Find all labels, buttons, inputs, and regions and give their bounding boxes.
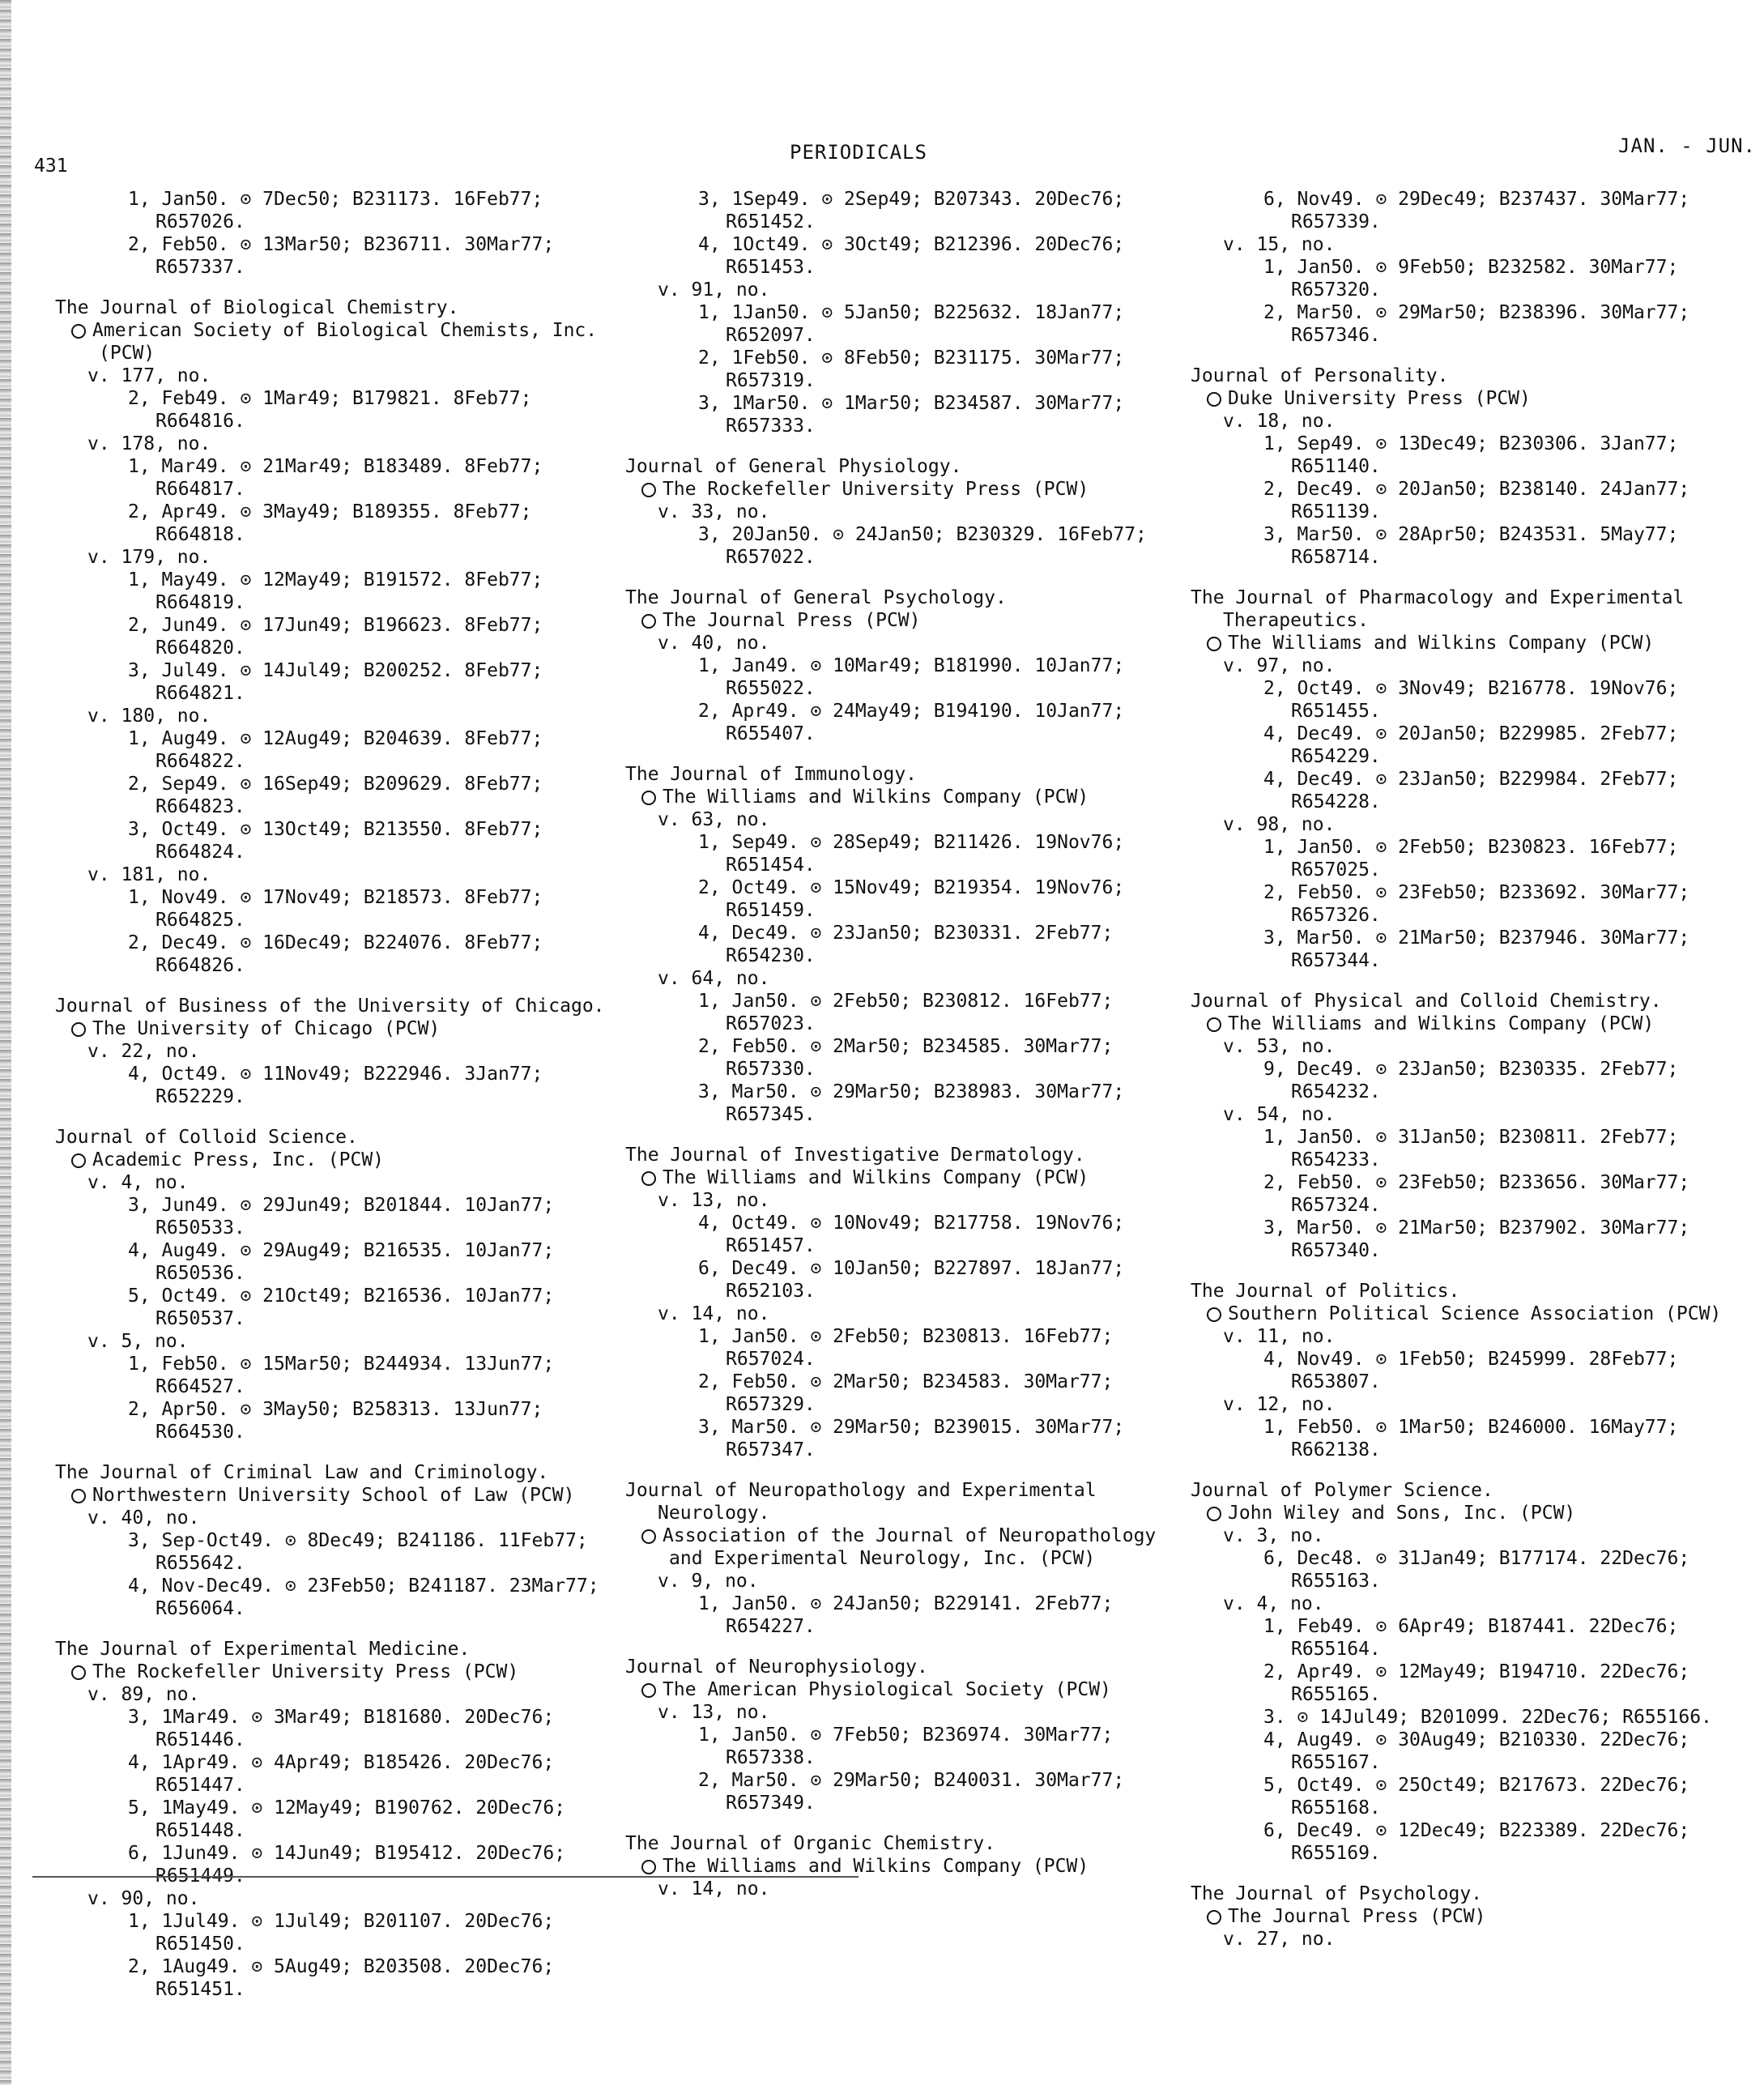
- publisher-name: The Journal Press (PCW): [1228, 1906, 1486, 1927]
- volume-label: v. 40, no.: [658, 633, 770, 654]
- issue-line: 6, Nov49. ⊙ 29Dec49; B237437. 30Mar77; R657339.: [1263, 189, 1690, 232]
- periodical-title: The Journal of Biological Chemistry.: [55, 297, 459, 318]
- publisher-line: [1207, 1013, 1758, 1035]
- issue-line: 2, Dec49. ⊙ 16Dec49; B224076. 8Feb77; R664826.: [128, 932, 543, 976]
- issue-line: 2, Feb50. ⊙ 2Mar50; B234585. 30Mar77; R657330.: [698, 1036, 1114, 1080]
- periodical-title: Journal of Business of the University of Chicago.: [55, 996, 605, 1017]
- publisher-name: Southern Political Science Association (PCW): [1228, 1303, 1722, 1324]
- publisher-line: [1207, 632, 1758, 654]
- periodical-title: The Journal of Investigative Dermatology.: [625, 1145, 1085, 1166]
- copyright-symbol-icon: [71, 1153, 86, 1168]
- copyright-symbol-icon: [1207, 1017, 1221, 1032]
- copyright-symbol-icon: [641, 1860, 656, 1874]
- publisher-name: The Rockefeller University Press (PCW): [92, 1661, 519, 1682]
- publisher-name: The Williams and Wilkins Company (PCW): [663, 1167, 1089, 1188]
- volume-label: v. 179, no.: [87, 547, 211, 568]
- volume-label: v. 178, no.: [87, 433, 211, 454]
- issue-line: 2, Oct49. ⊙ 15Nov49; B219354. 19Nov76; R651459.: [698, 877, 1125, 921]
- issue-line: 1, Feb49. ⊙ 6Apr49; B187441. 22Dec76; R655164.: [1263, 1616, 1679, 1660]
- volume-label: v. 64, no.: [658, 968, 770, 989]
- page-number: 431: [34, 156, 68, 177]
- column-1: [55, 188, 622, 2019]
- volume-label: v. 5, no.: [87, 1331, 189, 1352]
- volume-label: v. 53, no.: [1223, 1036, 1336, 1057]
- issue-line: 4, Aug49. ⊙ 30Aug49; B210330. 22Dec76; R655167.: [1263, 1729, 1690, 1773]
- catalog-entry: [55, 1461, 622, 1620]
- issue-line: 3, Mar50. ⊙ 29Mar50; B238983. 30Mar77; R657345.: [698, 1081, 1125, 1125]
- periodical-title: The Journal of Experimental Medicine.: [55, 1639, 471, 1660]
- issue-line: 6, Dec48. ⊙ 31Jan49; B177174. 22Dec76; R655163.: [1263, 1548, 1690, 1592]
- issue-line: 3, Mar50. ⊙ 21Mar50; B237902. 30Mar77; R657340.: [1263, 1217, 1690, 1261]
- publisher-line: [641, 786, 1192, 808]
- issue-line: 3, Mar50. ⊙ 29Mar50; B239015. 30Mar77; R657347.: [698, 1417, 1125, 1460]
- copyright-symbol-icon: [1207, 1507, 1221, 1521]
- volume-label: v. 89, no.: [87, 1684, 200, 1705]
- publisher-name: The Williams and Wilkins Company (PCW): [663, 1856, 1089, 1877]
- issue-line: 2, Apr49. ⊙ 24May49; B194190. 10Jan77; R655407.: [698, 701, 1125, 744]
- publisher-name: The Journal Press (PCW): [663, 610, 921, 631]
- copyright-symbol-icon: [71, 1665, 86, 1680]
- issue-line: 1, Jan50. ⊙ 2Feb50; B230813. 16Feb77; R657024.: [698, 1326, 1114, 1370]
- issue-line: 4, Aug49. ⊙ 29Aug49; B216535. 10Jan77; R650536.: [128, 1240, 555, 1284]
- copyright-symbol-icon: [641, 1683, 656, 1698]
- page-header: [0, 134, 1764, 177]
- copyright-symbol-icon: [641, 1529, 656, 1544]
- publisher-name: Academic Press, Inc. (PCW): [92, 1149, 385, 1170]
- publisher-line: [71, 1484, 622, 1507]
- periodical-title: The Journal of General Psychology.: [625, 587, 1007, 608]
- copyright-symbol-icon: [1207, 637, 1221, 651]
- publisher-name: The Williams and Wilkins Company (PCW): [663, 787, 1089, 808]
- volume-label: v. 9, no.: [658, 1571, 759, 1592]
- periodical-title: The Journal of Organic Chemistry.: [625, 1833, 995, 1854]
- publisher-line: [71, 1017, 622, 1040]
- volume-label: v. 4, no.: [87, 1172, 189, 1193]
- issue-line: 6, 1Jun49. ⊙ 14Jun49; B195412. 20Dec76; R651449.: [128, 1843, 566, 1887]
- volume-label: v. 181, no.: [87, 864, 211, 885]
- catalog-entry: [1191, 1882, 1758, 1951]
- issue-line: 2, Apr49. ⊙ 3May49; B189355. 8Feb77; R664818.: [128, 501, 532, 545]
- issue-line: 1, 1Jul49. ⊙ 1Jul49; B201107. 20Dec76; R651450.: [128, 1911, 555, 1955]
- issue-line: 1, Feb50. ⊙ 1Mar50; B246000. 16May77; R662138.: [1263, 1417, 1679, 1460]
- catalog-entry: [625, 586, 1192, 745]
- issue-line: 1, Jan50. ⊙ 31Jan50; B230811. 2Feb77; R654233.: [1263, 1127, 1679, 1170]
- catalog-entry: [1191, 586, 1758, 972]
- copyright-symbol-icon: [1207, 392, 1221, 407]
- issue-line: 1, Sep49. ⊙ 28Sep49; B211426. 19Nov76; R651454.: [698, 832, 1125, 876]
- publisher-name: The Williams and Wilkins Company (PCW): [1228, 633, 1655, 654]
- issue-line: 5, Oct49. ⊙ 21Oct49; B216536. 10Jan77; R650537.: [128, 1286, 555, 1329]
- issue-line: 3, Jul49. ⊙ 14Jul49; B200252. 8Feb77; R664821.: [128, 660, 543, 704]
- issue-line: 2, Apr50. ⊙ 3May50; B258313. 13Jun77; R664530.: [128, 1399, 543, 1443]
- catalog-entry: [55, 188, 622, 279]
- issue-line: 1, Jan50. ⊙ 2Feb50; B230812. 16Feb77; R657023.: [698, 991, 1114, 1034]
- publisher-line: [1207, 1905, 1758, 1928]
- periodical-title: The Journal of Psychology.: [1191, 1883, 1483, 1904]
- volume-label: v. 97, no.: [1223, 655, 1336, 676]
- volume-label: v. 90, no.: [87, 1888, 200, 1909]
- issue-line: 2, Apr49. ⊙ 12May49; B194710. 22Dec76; R655165.: [1263, 1661, 1690, 1705]
- issue-line: 1, Mar49. ⊙ 21Mar49; B183489. 8Feb77; R664817.: [128, 456, 543, 500]
- issue-line: 3, 1Mar49. ⊙ 3Mar49; B181680. 20Dec76; R651446.: [128, 1707, 555, 1750]
- catalog-entry: [1191, 188, 1758, 347]
- volume-label: v. 98, no.: [1223, 814, 1336, 835]
- issue-line: 4, 1Apr49. ⊙ 4Apr49; B185426. 20Dec76; R651447.: [128, 1752, 555, 1796]
- publisher-name: Northwestern University School of Law (PCW): [92, 1485, 575, 1506]
- issue-line: 4, Dec49. ⊙ 20Jan50; B229985. 2Feb77; R654229.: [1263, 723, 1679, 767]
- issue-line: 3. ⊙ 14Jul49; B201099. 22Dec76; R655166.: [1263, 1707, 1712, 1728]
- issue-line: 4, Nov-Dec49. ⊙ 23Feb50; B241187. 23Mar77; R656064.: [128, 1575, 599, 1619]
- publisher-name: Duke University Press (PCW): [1228, 388, 1531, 409]
- issue-line: 4, Nov49. ⊙ 1Feb50; B245999. 28Feb77; R653807.: [1263, 1349, 1679, 1392]
- catalog-entry: [1191, 1479, 1758, 1865]
- issue-line: 1, Feb50. ⊙ 15Mar50; B244934. 13Jun77; R664527.: [128, 1354, 555, 1397]
- periodical-title: The Journal of Immunology.: [625, 764, 918, 785]
- catalog-entry: [55, 296, 622, 977]
- volume-label: v. 22, no.: [87, 1041, 200, 1062]
- periodical-title: The Journal of Politics.: [1191, 1281, 1460, 1302]
- issue-line: 1, Jan50. ⊙ 2Feb50; B230823. 16Feb77; R657025.: [1263, 837, 1679, 880]
- issue-line: 3, Oct49. ⊙ 13Oct49; B213550. 8Feb77; R664824.: [128, 819, 543, 863]
- publisher-line: [641, 1166, 1192, 1189]
- volume-label: v. 180, no.: [87, 706, 211, 727]
- catalog-entry: [625, 455, 1192, 569]
- issue-line: 2, Feb49. ⊙ 1Mar49; B179821. 8Feb77; R664816.: [128, 388, 532, 432]
- publisher-line: [641, 1855, 1192, 1878]
- volume-label: v. 15, no.: [1223, 234, 1336, 255]
- volume-label: v. 33, no.: [658, 501, 770, 522]
- publisher-name: American Society of Biological Chemists, Inc. (PCW): [92, 320, 598, 364]
- periodical-title: Journal of Neurophysiology.: [625, 1656, 928, 1678]
- issue-line: 1, Jan50. ⊙ 7Feb50; B236974. 30Mar77; R657338.: [698, 1725, 1114, 1768]
- publisher-line: [71, 1149, 622, 1171]
- volume-label: v. 54, no.: [1223, 1104, 1336, 1125]
- publisher-line: [641, 1524, 1192, 1570]
- volume-label: v. 3, no.: [1223, 1525, 1324, 1546]
- column-2: [625, 188, 1192, 1918]
- catalog-entry: [1191, 990, 1758, 1262]
- issue-line: 3, Jun49. ⊙ 29Jun49; B201844. 10Jan77; R650533.: [128, 1195, 555, 1239]
- publisher-name: The University of Chicago (PCW): [92, 1018, 441, 1039]
- issue-line: 1, 1Jan50. ⊙ 5Jan50; B225632. 18Jan77; R652097.: [698, 302, 1125, 346]
- issue-line: 3, 1Mar50. ⊙ 1Mar50; B234587. 30Mar77; R657333.: [698, 393, 1125, 437]
- issue-line: 3, Sep-Oct49. ⊙ 8Dec49; B241186. 11Feb77; R655642.: [128, 1530, 588, 1574]
- publisher-name: John Wiley and Sons, Inc. (PCW): [1228, 1503, 1576, 1524]
- copyright-symbol-icon: [71, 1489, 86, 1503]
- issue-line: 4, 1Oct49. ⊙ 3Oct49; B212396. 20Dec76; R651453.: [698, 234, 1125, 278]
- periodical-title: Journal of Polymer Science.: [1191, 1480, 1493, 1501]
- issue-line: 2, Mar50. ⊙ 29Mar50; B238396. 30Mar77; R657346.: [1263, 302, 1690, 346]
- issue-line: 1, Nov49. ⊙ 17Nov49; B218573. 8Feb77; R664825.: [128, 887, 543, 931]
- volume-label: v. 40, no.: [87, 1507, 200, 1529]
- publisher-line: [71, 319, 622, 365]
- copyright-symbol-icon: [641, 614, 656, 629]
- issue-line: 2, Feb50. ⊙ 23Feb50; B233692. 30Mar77; R657326.: [1263, 882, 1690, 926]
- volume-label: v. 13, no.: [658, 1190, 770, 1211]
- publisher-line: [1207, 1303, 1758, 1325]
- periodical-title: Journal of Personality.: [1191, 365, 1449, 386]
- issue-line: 1, May49. ⊙ 12May49; B191572. 8Feb77; R664819.: [128, 569, 543, 613]
- issue-line: 4, Oct49. ⊙ 11Nov49; B222946. 3Jan77; R652229.: [128, 1064, 543, 1107]
- issue-line: 1, Sep49. ⊙ 13Dec49; B230306. 3Jan77; R651140.: [1263, 433, 1679, 477]
- publisher-line: [641, 1678, 1192, 1701]
- issue-line: 2, Feb50. ⊙ 23Feb50; B233656. 30Mar77; R657324.: [1263, 1172, 1690, 1216]
- issue-line: 3, 20Jan50. ⊙ 24Jan50; B230329. 16Feb77; R657022.: [698, 524, 1147, 568]
- catalog-entry: [55, 1638, 622, 2001]
- issue-line: 3, 1Sep49. ⊙ 2Sep49; B207343. 20Dec76; R651452.: [698, 189, 1125, 232]
- copyright-symbol-icon: [1207, 1307, 1221, 1322]
- publisher-line: [1207, 1502, 1758, 1524]
- catalog-entry: [55, 1126, 622, 1443]
- catalog-entry: [625, 763, 1192, 1126]
- issue-line: 6, Dec49. ⊙ 12Dec49; B223389. 22Dec76; R655169.: [1263, 1820, 1690, 1864]
- publisher-line: [641, 609, 1192, 632]
- volume-label: v. 4, no.: [1223, 1593, 1324, 1614]
- volume-label: v. 63, no.: [658, 809, 770, 830]
- issue-line: 5, 1May49. ⊙ 12May49; B190762. 20Dec76; R651448.: [128, 1797, 566, 1841]
- volume-label: v. 177, no.: [87, 365, 211, 386]
- issue-line: 2, Oct49. ⊙ 3Nov49; B216778. 19Nov76; R651455.: [1263, 678, 1679, 722]
- issue-line: 2, Feb50. ⊙ 2Mar50; B234583. 30Mar77; R657329.: [698, 1371, 1114, 1415]
- periodical-title: Journal of Colloid Science.: [55, 1127, 358, 1148]
- copyright-symbol-icon: [1207, 1910, 1221, 1925]
- catalog-entry: [625, 1656, 1192, 1814]
- issue-line: 2, Mar50. ⊙ 29Mar50; B240031. 30Mar77; R657349.: [698, 1770, 1125, 1814]
- issue-line: 1, Aug49. ⊙ 12Aug49; B204639. 8Feb77; R664822.: [128, 728, 543, 772]
- volume-label: v. 14, no.: [658, 1303, 770, 1324]
- catalog-entry: [625, 188, 1192, 437]
- issue-line: 5, Oct49. ⊙ 25Oct49; B217673. 22Dec76; R655168.: [1263, 1775, 1690, 1819]
- catalog-entry: [625, 1144, 1192, 1461]
- copyright-symbol-icon: [641, 791, 656, 805]
- volume-label: v. 12, no.: [1223, 1394, 1336, 1415]
- copyright-symbol-icon: [71, 324, 86, 339]
- volume-label: v. 11, no.: [1223, 1326, 1336, 1347]
- periodical-title: The Journal of Pharmacology and Experimental Therapeutics.: [1191, 587, 1685, 631]
- issue-line: 2, 1Aug49. ⊙ 5Aug49; B203508. 20Dec76; R651451.: [128, 1956, 555, 2000]
- issue-line: 6, Dec49. ⊙ 10Jan50; B227897. 18Jan77; R652103.: [698, 1258, 1125, 1302]
- catalog-entry: [1191, 365, 1758, 569]
- issue-line: 2, Jun49. ⊙ 17Jun49; B196623. 8Feb77; R664820.: [128, 615, 543, 659]
- publisher-name: The Rockefeller University Press (PCW): [663, 479, 1089, 500]
- issue-line: 1, Jan49. ⊙ 10Mar49; B181990. 10Jan77; R655022.: [698, 655, 1125, 699]
- issue-line: 1, Jan50. ⊙ 7Dec50; B231173. 16Feb77; R657026.: [128, 189, 543, 232]
- publisher-line: [71, 1661, 622, 1683]
- periodical-title: Journal of General Physiology.: [625, 456, 962, 477]
- publisher-name: The American Physiological Society (PCW): [663, 1679, 1111, 1700]
- issue-line: 1, Jan50. ⊙ 9Feb50; B232582. 30Mar77; R657320.: [1263, 257, 1679, 301]
- issue-line: 9, Dec49. ⊙ 23Jan50; B230335. 2Feb77; R654232.: [1263, 1059, 1679, 1102]
- volume-label: v. 27, no.: [1223, 1929, 1336, 1950]
- issue-line: 3, Mar50. ⊙ 21Mar50; B237946. 30Mar77; R657344.: [1263, 927, 1690, 971]
- column-3: [1191, 188, 1758, 1968]
- date-range: JAN. - JUN.: [1618, 134, 1756, 157]
- issue-line: 4, Oct49. ⊙ 10Nov49; B217758. 19Nov76; R651457.: [698, 1213, 1125, 1256]
- publisher-name: The Williams and Wilkins Company (PCW): [1228, 1013, 1655, 1034]
- publisher-line: [641, 478, 1192, 501]
- issue-line: 4, Dec49. ⊙ 23Jan50; B230331. 2Feb77; R654230.: [698, 923, 1114, 966]
- copyright-symbol-icon: [71, 1022, 86, 1037]
- volume-label: v. 14, no.: [658, 1878, 770, 1900]
- volume-label: v. 18, no.: [1223, 411, 1336, 432]
- publisher-name: Association of the Journal of Neuropathology and Experimental Neurology, Inc. (PCW): [663, 1525, 1157, 1569]
- catalog-entry: [55, 995, 622, 1108]
- copyright-symbol-icon: [641, 1171, 656, 1186]
- periodical-title: Journal of Neuropathology and Experimental Neurology.: [625, 1480, 1097, 1524]
- issue-line: 2, 1Feb50. ⊙ 8Feb50; B231175. 30Mar77; R657319.: [698, 348, 1125, 391]
- volume-label: v. 91, no.: [658, 279, 770, 301]
- issue-line: 4, Dec49. ⊙ 23Jan50; B229984. 2Feb77; R654228.: [1263, 769, 1679, 812]
- issue-line: 2, Feb50. ⊙ 13Mar50; B236711. 30Mar77; R657337.: [128, 234, 555, 278]
- catalog-entry: [625, 1832, 1192, 1900]
- issue-line: 2, Dec49. ⊙ 20Jan50; B238140. 24Jan77; R651139.: [1263, 479, 1690, 522]
- scan-line-artifact: [32, 1876, 859, 1878]
- volume-label: v. 13, no.: [658, 1702, 770, 1723]
- copyright-symbol-icon: [641, 483, 656, 497]
- catalog-entry: [625, 1479, 1192, 1638]
- catalog-entry: [1191, 1280, 1758, 1461]
- issue-line: 2, Sep49. ⊙ 16Sep49; B209629. 8Feb77; R664823.: [128, 774, 543, 817]
- scan-edge-noise: [0, 0, 11, 2085]
- publisher-line: [1207, 387, 1758, 410]
- issue-line: 3, Mar50. ⊙ 28Apr50; B243531. 5May77; R658714.: [1263, 524, 1679, 568]
- periodical-title: Journal of Physical and Colloid Chemistry.: [1191, 991, 1662, 1012]
- issue-line: 1, Jan50. ⊙ 24Jan50; B229141. 2Feb77; R654227.: [698, 1593, 1114, 1637]
- section-title: PERIODICALS: [790, 141, 927, 164]
- periodical-title: The Journal of Criminal Law and Criminology.: [55, 1462, 549, 1483]
